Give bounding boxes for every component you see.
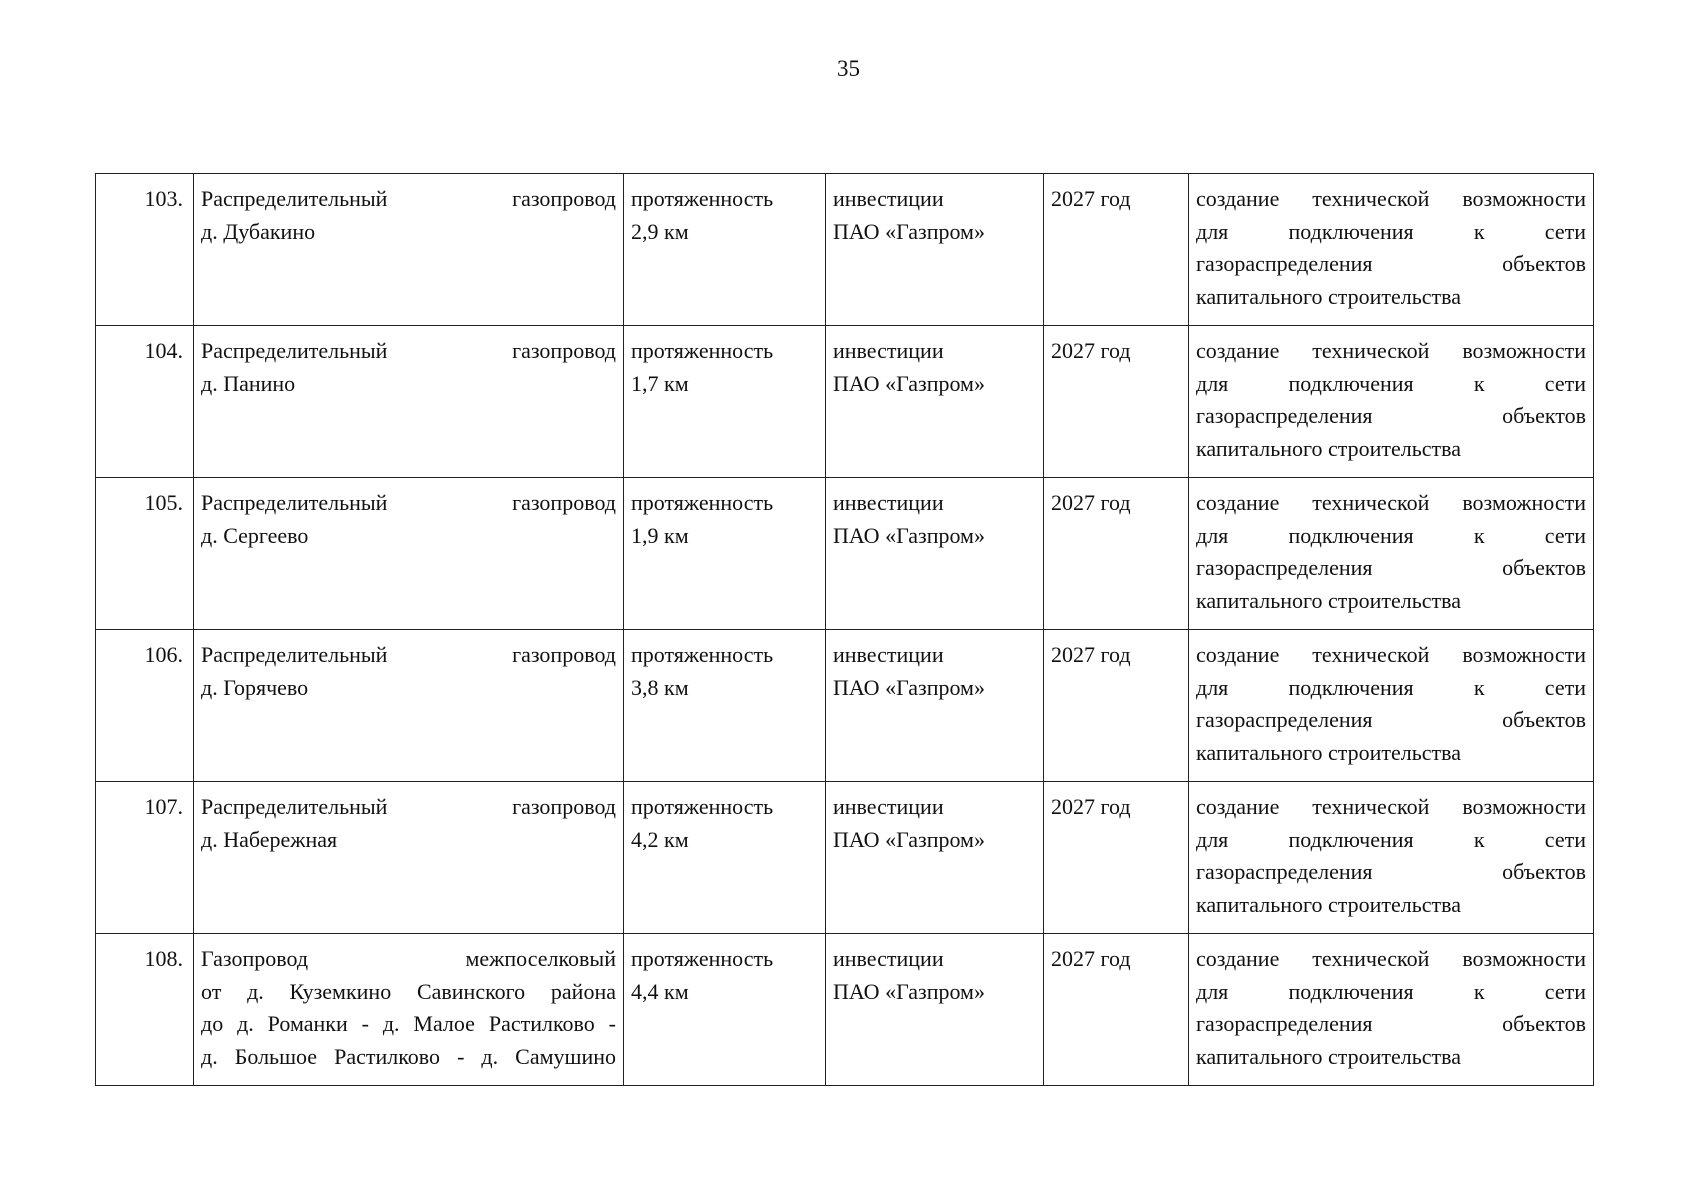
table-row bbox=[96, 934, 1594, 1086]
object-purpose: создание технической возможности для подключения к сети газораспределения объектов капитального строительства bbox=[1189, 934, 1594, 1086]
object-purpose: создание технической возможности для подключения к сети газораспределения объектов капитального строительства bbox=[1189, 326, 1594, 478]
table-row bbox=[96, 782, 1594, 934]
table-row bbox=[96, 478, 1594, 630]
implementation-year: 2027 год bbox=[1044, 630, 1189, 782]
object-name-line: д. Сергеево bbox=[201, 522, 309, 548]
object-name-line: д. Горячево bbox=[201, 674, 309, 700]
table-row bbox=[96, 174, 1594, 326]
object-length: протяженность 1,9 км bbox=[624, 478, 826, 630]
object-purpose: создание технической возможности для подключения к сети газораспределения объектов капитального строительства bbox=[1189, 174, 1594, 326]
object-name bbox=[194, 326, 624, 478]
object-name bbox=[194, 630, 624, 782]
object-name bbox=[194, 478, 624, 630]
object-name-line: д. Набережная bbox=[201, 826, 338, 852]
row-number: 107. bbox=[96, 782, 194, 934]
object-length: протяженность 3,8 км bbox=[624, 630, 826, 782]
implementation-year: 2027 год bbox=[1044, 478, 1189, 630]
object-purpose: создание технической возможности для подключения к сети газораспределения объектов капитального строительства bbox=[1189, 630, 1594, 782]
funding-source: инвестиции ПАО «Газпром» bbox=[826, 174, 1044, 326]
object-name-line: Распределительный газопровод bbox=[201, 642, 616, 667]
object-name-line: от д. Куземкино Савинского района bbox=[201, 978, 616, 1004]
row-number: 104. bbox=[96, 326, 194, 478]
object-name-line: д. Большое Растилково - д. Самушино bbox=[201, 1043, 616, 1069]
object-length: протяженность 4,4 км bbox=[624, 934, 826, 1086]
funding-source: инвестиции ПАО «Газпром» bbox=[826, 630, 1044, 782]
row-number: 108. bbox=[96, 934, 194, 1086]
table-row bbox=[96, 630, 1594, 782]
object-name-line: Распределительный газопровод bbox=[201, 490, 616, 515]
object-length: протяженность 4,2 км bbox=[624, 782, 826, 934]
object-name-line: Газопровод межпоселковый bbox=[201, 946, 616, 971]
page-number: 35 bbox=[837, 56, 860, 81]
object-name-line: Распределительный газопровод bbox=[201, 338, 616, 363]
implementation-year: 2027 год bbox=[1044, 174, 1189, 326]
row-number: 103. bbox=[96, 174, 194, 326]
object-purpose: создание технической возможности для подключения к сети газораспределения объектов капитального строительства bbox=[1189, 478, 1594, 630]
object-name-line: до д. Романки - д. Малое Растилково - bbox=[201, 1011, 616, 1036]
object-length: протяженность 2,9 км bbox=[624, 174, 826, 326]
funding-source: инвестиции ПАО «Газпром» bbox=[826, 782, 1044, 934]
row-number: 106. bbox=[96, 630, 194, 782]
object-purpose: создание технической возможности для подключения к сети газораспределения объектов капитального строительства bbox=[1189, 782, 1594, 934]
implementation-year: 2027 год bbox=[1044, 934, 1189, 1086]
object-length: протяженность 1,7 км bbox=[624, 326, 826, 478]
object-name bbox=[194, 782, 624, 934]
projects-table bbox=[95, 173, 1594, 1086]
object-name-line: Распределительный газопровод bbox=[201, 794, 616, 819]
row-number: 105. bbox=[96, 478, 194, 630]
object-name bbox=[194, 934, 624, 1086]
implementation-year: 2027 год bbox=[1044, 326, 1189, 478]
object-name bbox=[194, 174, 624, 326]
funding-source: инвестиции ПАО «Газпром» bbox=[826, 478, 1044, 630]
object-name-line: д. Дубакино bbox=[201, 218, 316, 244]
table-row bbox=[96, 326, 1594, 478]
funding-source: инвестиции ПАО «Газпром» bbox=[826, 326, 1044, 478]
funding-source: инвестиции ПАО «Газпром» bbox=[826, 934, 1044, 1086]
object-name-line: Распределительный газопровод bbox=[201, 186, 616, 211]
object-name-line: д. Панино bbox=[201, 370, 296, 396]
implementation-year: 2027 год bbox=[1044, 782, 1189, 934]
